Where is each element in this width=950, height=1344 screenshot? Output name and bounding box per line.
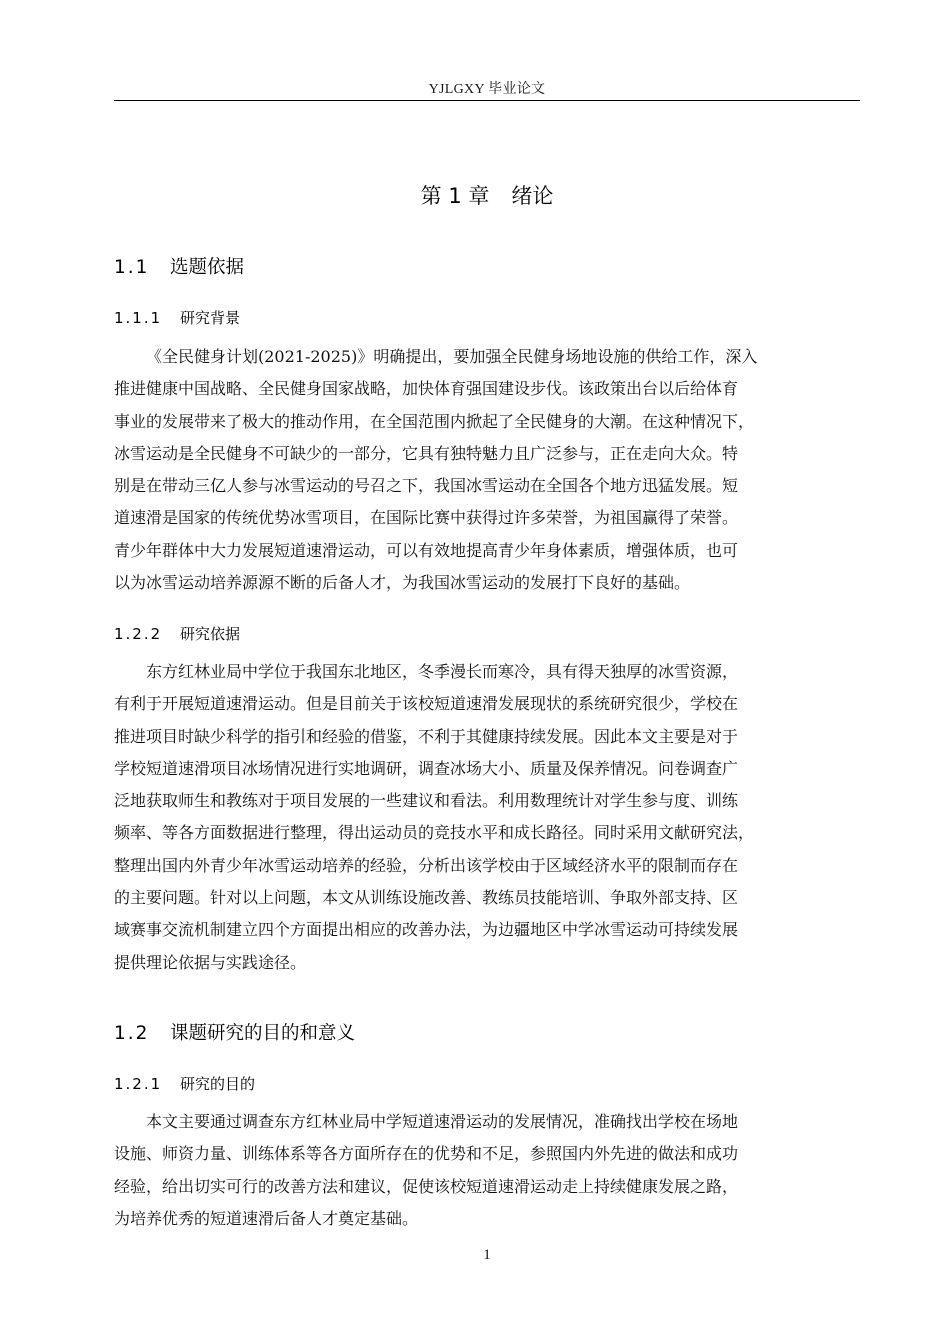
chapter-title — [114, 180, 860, 210]
paragraph-line: 推进健康中国战略、全民健身国家战略，加快体育强国建设步伐。该政策出台以后给体育 — [114, 379, 739, 399]
page-number: 1 — [483, 1247, 491, 1263]
paragraph-line: 泛地获取师生和教练对于项目发展的一些建议和看法。利用数理统计对学生参与度、训练 — [114, 791, 739, 811]
paragraph-line: 别是在带动三亿人参与冰雪运动的号召之下，我国冰雪运动在全国各个地方迅猛发展。短 — [114, 476, 739, 496]
subsection-number: 1.2.2 — [114, 625, 163, 643]
chapter-number: 第 1 章 — [420, 184, 490, 208]
paragraph-research-background — [114, 341, 860, 599]
header-rule — [114, 100, 860, 101]
paragraph-line: 提供理论依据与实践途径。 — [114, 952, 307, 972]
section-number: 1.1 — [114, 257, 150, 278]
subsection-heading-1-2-1 — [114, 1073, 255, 1094]
paragraph-line: 有利于开展短道速滑运动。但是目前关于该校短道速滑发展现状的系统研究很少，学校在 — [114, 694, 739, 714]
paragraph-line: 为培养优秀的短道速滑后备人才奠定基础。 — [114, 1208, 419, 1228]
paragraph-line: 整理出国内外青少年冰雪运动培养的经验，分析出该学校由于区域经济水平的限制而存在 — [114, 855, 739, 875]
subsection-title: 研究背景 — [180, 309, 241, 327]
paragraph-line: 推进项目时缺少科学的指引和经验的借鉴，不利于其健康持续发展。因此本文主要是对于 — [114, 726, 739, 746]
paragraph-line: 学校短道速滑项目冰场情况进行实地调研，调查冰场大小、质量及保养情况。问卷调查广 — [114, 758, 739, 778]
paragraph-line: 经验，给出切实可行的改善方法和建议，促使该校短道速滑运动走上持续健康发展之路， — [114, 1176, 739, 1196]
running-header: YJLGXY 毕业论文 — [428, 82, 546, 97]
section-heading-1-1 — [114, 253, 244, 279]
subsection-heading-1-1-1 — [114, 307, 240, 328]
paragraph-line: 青少年群体中大力发展短道速滑运动，可以有效地提高青少年身体素质，增强体质，也可 — [114, 540, 739, 560]
section-title: 选题依据 — [170, 257, 245, 278]
paragraph-line: 事业的发展带来了极大的推动作用，在全国范围内掀起了全民健身的大潮。在这种情况下， — [114, 411, 755, 431]
subsection-heading-1-2-2 — [114, 623, 240, 644]
paragraph-line: 道速滑是国家的传统优势冰雪项目，在国际比赛中获得过许多荣誉，为祖国赢得了荣誉。 — [114, 508, 739, 528]
paragraph-line: 东方红林业局中学位于我国东北地区，冬季漫长而寒冷，具有得天独厚的冰雪资源， — [146, 662, 739, 681]
chapter-name: 绪论 — [511, 184, 554, 208]
section-title: 课题研究的目的和意义 — [170, 1023, 356, 1044]
paragraph-line: 本文主要通过调查东方红林业局中学短道速滑运动的发展情况，准确找出学校在场地 — [146, 1112, 739, 1131]
paragraph-research-basis — [114, 656, 860, 979]
subsection-title: 研究依据 — [180, 625, 241, 643]
subsection-number: 1.2.1 — [114, 1075, 163, 1093]
paragraph-line: 域赛事交流机制建立四个方面提出相应的改善办法，为边疆地区中学冰雪运动可持续发展 — [114, 920, 739, 940]
paragraph-line: 频率、等各方面数据进行整理，得出运动员的竞技水平和成长路径。同时采用文献研究法， — [114, 823, 755, 843]
paragraph-line: 以为冰雪运动培养源源不断的后备人才，为我国冰雪运动的发展打下良好的基础。 — [114, 573, 691, 593]
paragraph-line: 冰雪运动是全民健身不可缺少的一部分，它具有独特魅力且广泛参与，正在走向大众。特 — [114, 443, 739, 463]
subsection-title: 研究的目的 — [180, 1075, 256, 1093]
paragraph-line: 的主要问题。针对以上问题，本文从训练设施改善、教练员技能培训、争取外部支持、区 — [114, 888, 739, 908]
paragraph-research-purpose — [114, 1106, 860, 1235]
section-number: 1.2 — [114, 1023, 150, 1044]
section-heading-1-2 — [114, 1019, 355, 1045]
subsection-number: 1.1.1 — [114, 309, 163, 327]
paragraph-line: 设施、师资力量、训练体系等各方面所存在的优势和不足，参照国内外先进的做法和成功 — [114, 1144, 739, 1164]
paragraph-line: 《全民健身计划(2021-2025)》明确提出，要加强全民健身场地设施的供给工作，深入 — [146, 347, 758, 366]
